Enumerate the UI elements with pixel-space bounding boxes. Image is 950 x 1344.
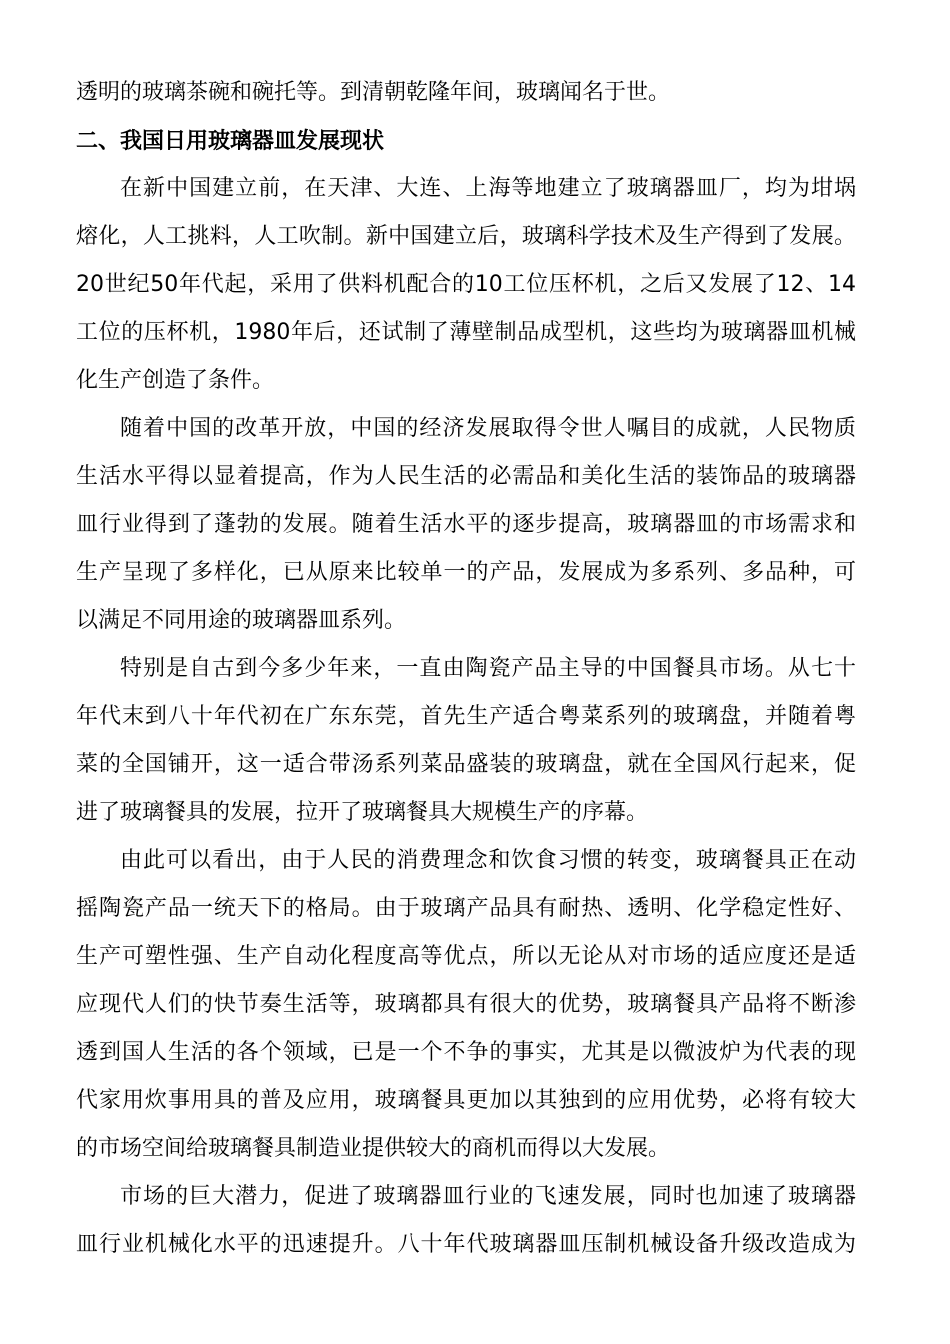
paragraph-line: 在新中国建立前，在天津、大连、上海等地建立了玻璃器皿厂，均为坩埚: [120, 176, 856, 201]
paragraph-line: 由此可以看出，由于人民的消费理念和饮食习惯的转变，玻璃餐具正在动: [120, 848, 856, 873]
section-heading: 二、我国日用玻璃器皿发展现状: [76, 129, 385, 154]
paragraph-line: 菜的全国铺开，这一适合带汤系列菜品盛装的玻璃盘，就在全国风行起来，促: [76, 752, 856, 777]
paragraph-line: 应现代人们的快节奏生活等，玻璃都具有很大的优势，玻璃餐具产品将不断渗: [76, 992, 856, 1017]
paragraph-line: 生产可塑性强、生产自动化程度高等优点，所以无论从对市场的适应度还是适: [76, 944, 856, 969]
paragraph-line: 皿行业得到了蓬勃的发展。随着生活水平的逐步提高，玻璃器皿的市场需求和: [76, 512, 856, 537]
paragraph-line: 随着中国的改革开放，中国的经济发展取得令世人嘱目的成就，人民物质: [120, 416, 856, 441]
paragraph-line: 的市场空间给玻璃餐具制造业提供较大的商机而得以大发展。: [76, 1136, 671, 1161]
paragraph-line: 进了玻璃餐具的发展，拉开了玻璃餐具大规模生产的序幕。: [76, 800, 649, 825]
text-line: 透明的玻璃茶碗和碗托等。到清朝乾隆年间，玻璃闻名于世。: [76, 80, 671, 105]
paragraph-line: 生活水平得以显着提高，作为人民生活的必需品和美化生活的装饰品的玻璃器: [76, 464, 856, 489]
paragraph-line: 特别是自古到今多少年来，一直由陶瓷产品主导的中国餐具市场。从七十: [120, 656, 856, 681]
paragraph-line: 透到国人生活的各个领域，已是一个不争的事实，尤其是以微波炉为代表的现: [76, 1040, 856, 1065]
paragraph-line: 代家用炊事用具的普及应用，玻璃餐具更加以其独到的应用优势，必将有较大: [76, 1088, 856, 1113]
paragraph-line: 皿行业机械化水平的迅速提升。八十年代玻璃器皿压制机械设备升级改造成为: [76, 1232, 856, 1257]
paragraph-line: 20世纪50年代起，采用了供料机配合的10工位压杯机，之后又发展了12、14: [76, 272, 856, 297]
paragraph-line: 以满足不同用途的玻璃器皿系列。: [76, 608, 407, 633]
paragraph-line: 工位的压杯机，1980年后，还试制了薄壁制品成型机，这些均为玻璃器皿机械: [76, 320, 856, 345]
paragraph-line: 熔化，人工挑料，人工吹制。新中国建立后，玻璃科学技术及生产得到了发展。: [76, 224, 856, 249]
paragraph-line: 年代末到八十年代初在广东东莞，首先生产适合粤菜系列的玻璃盘，并随着粤: [76, 704, 856, 729]
paragraph-line: 生产呈现了多样化，已从原来比较单一的产品，发展成为多系列、多品种，可: [76, 560, 856, 585]
paragraph-line: 化生产创造了条件。: [76, 368, 275, 393]
paragraph-line: 摇陶瓷产品一统天下的格局。由于玻璃产品具有耐热、透明、化学稳定性好、: [76, 896, 856, 921]
paragraph-line: 市场的巨大潜力，促进了玻璃器皿行业的飞速发展，同时也加速了玻璃器: [120, 1184, 856, 1209]
